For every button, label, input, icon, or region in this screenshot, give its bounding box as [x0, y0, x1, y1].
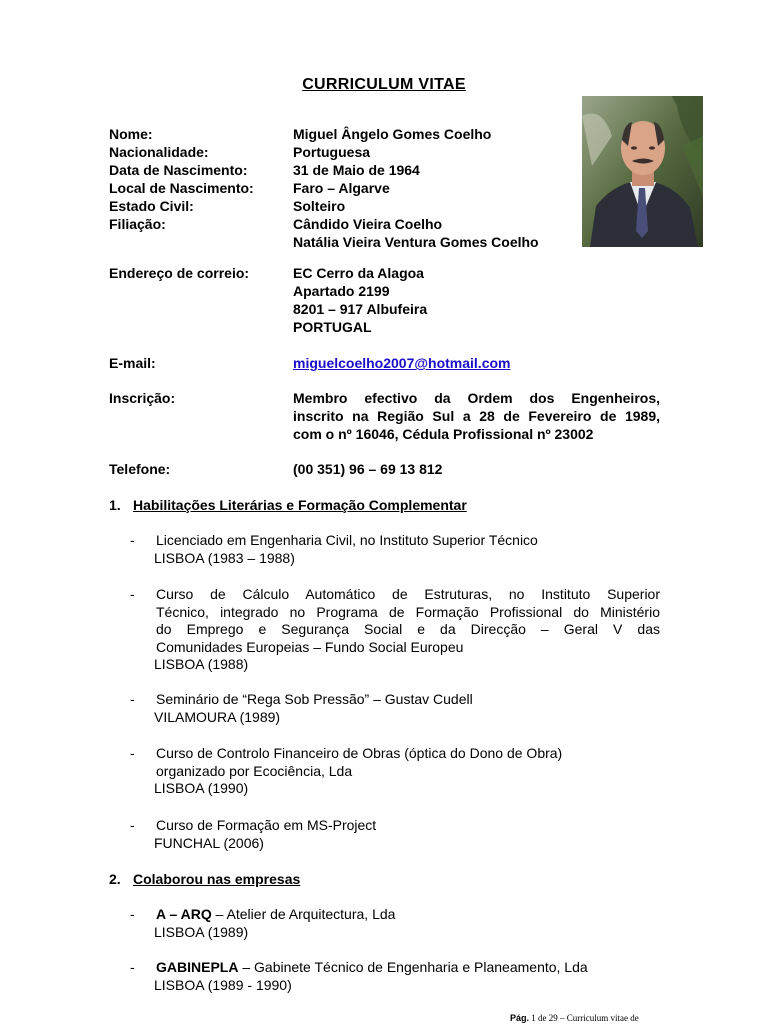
- company-name: A – ARQ: [156, 906, 212, 922]
- item-text: Comunidades Europeias – Fundo Social Europeu: [156, 638, 464, 655]
- list-dash: -: [130, 906, 135, 922]
- item-text: organizado por Ecociência, Lda: [156, 762, 353, 779]
- address-line-3: 8201 – 917 Albufeira: [293, 301, 428, 317]
- section-2-heading: [109, 870, 300, 888]
- section-2-number: 2.: [109, 871, 121, 887]
- list-dash: -: [130, 745, 135, 761]
- item-place: VILAMOURA (1989): [154, 708, 281, 725]
- label-inscricao: Inscrição:: [109, 390, 176, 406]
- item-place: LISBOA (1983 – 1988): [154, 549, 295, 566]
- company-description: – Atelier de Arquitectura, Lda: [211, 906, 396, 922]
- document-title: CURRICULUM VITAE: [302, 76, 466, 93]
- list-dash: -: [130, 532, 135, 548]
- list-dash: -: [130, 959, 135, 975]
- footer-page-info: 1 de 29 – Curriculum vitae de: [529, 1013, 639, 1023]
- inscricao-line-2: inscrito na Região Sul a 28 de Fevereiro de 1989,: [293, 408, 660, 424]
- email-link[interactable]: miguelcoelho2007@hotmail.com: [293, 355, 511, 371]
- item-text: Curso de Controlo Financeiro de Obras (óptica do Dono de Obra): [156, 745, 563, 761]
- section-1-title: Habilitações Literárias e Formação Complementar: [133, 497, 467, 513]
- section-2-title: Colaborou nas empresas: [133, 871, 301, 887]
- label-telefone: Telefone:: [109, 461, 171, 477]
- address-line-4: PORTUGAL: [293, 319, 372, 335]
- section-1-heading: [109, 496, 467, 514]
- item-place: LISBOA (1989 - 1990): [154, 976, 292, 993]
- item-text: Seminário de “Rega Sob Pressão” – Gustav Cudell: [156, 691, 473, 707]
- label-endereco: Endereço de correio:: [109, 265, 250, 281]
- label-data-nascimento: Data de Nascimento:: [109, 162, 248, 178]
- label-local-nascimento: Local de Nascimento:: [109, 180, 254, 196]
- item-text: Curso de Cálculo Automático de Estruturas, no Instituto Superior: [156, 586, 660, 602]
- label-nome: Nome:: [109, 126, 153, 142]
- company-description: – Gabinete Técnico de Engenharia e Planeamento, Lda: [238, 959, 588, 975]
- item-text: Curso de Formação em MS-Project: [156, 817, 377, 833]
- item-text: do Emprego e Segurança Social e da Direcção – Geral V das: [156, 621, 660, 637]
- item-place: FUNCHAL (2006): [154, 834, 264, 851]
- item-place: LISBOA (1990): [154, 780, 249, 796]
- value-nacionalidade: Portuguesa: [293, 144, 371, 160]
- inscricao-text: [293, 389, 660, 443]
- value-data-nascimento: 31 de Maio de 1964: [293, 162, 420, 178]
- inscricao-line-3: com o nº 16046, Cédula Profissional nº 23002: [293, 426, 594, 442]
- item-place: LISBOA (1988): [154, 656, 249, 672]
- value-nome: Miguel Ângelo Gomes Coelho: [293, 126, 492, 142]
- value-estado-civil: Solteiro: [293, 198, 346, 214]
- page-footer: [510, 1013, 639, 1023]
- value-filiacao-pai: Cândido Vieira Coelho: [293, 216, 443, 232]
- value-filiacao-mae: Natália Vieira Ventura Gomes Coelho: [293, 234, 539, 250]
- footer-page-label: Pág.: [510, 1013, 530, 1023]
- list-dash: -: [130, 586, 135, 602]
- list-dash: -: [130, 691, 135, 707]
- item-text: Técnico, integrado no Programa de Formação Profissional do Ministério: [156, 603, 660, 620]
- address-line-2: Apartado 2199: [293, 283, 390, 299]
- label-nacionalidade: Nacionalidade:: [109, 144, 209, 160]
- section-1-number: 1.: [109, 497, 121, 513]
- portrait-photo: [582, 96, 703, 247]
- value-local-nascimento: Faro – Algarve: [293, 180, 390, 196]
- company-name: GABINEPLA: [156, 959, 239, 975]
- label-email: E-mail:: [109, 355, 156, 371]
- label-estado-civil: Estado Civil:: [109, 198, 194, 214]
- list-dash: -: [130, 817, 135, 833]
- label-filiacao: Filiação:: [109, 216, 166, 232]
- address-line-1: EC Cerro da Alagoa: [293, 265, 424, 281]
- item-place: LISBOA (1989): [154, 923, 249, 940]
- value-telefone: (00 351) 96 – 69 13 812: [293, 461, 443, 477]
- item-text: Licenciado em Engenharia Civil, no Instituto Superior Técnico: [156, 532, 538, 548]
- inscricao-line-1: Membro efectivo da Ordem dos Engenheiros,: [293, 390, 660, 406]
